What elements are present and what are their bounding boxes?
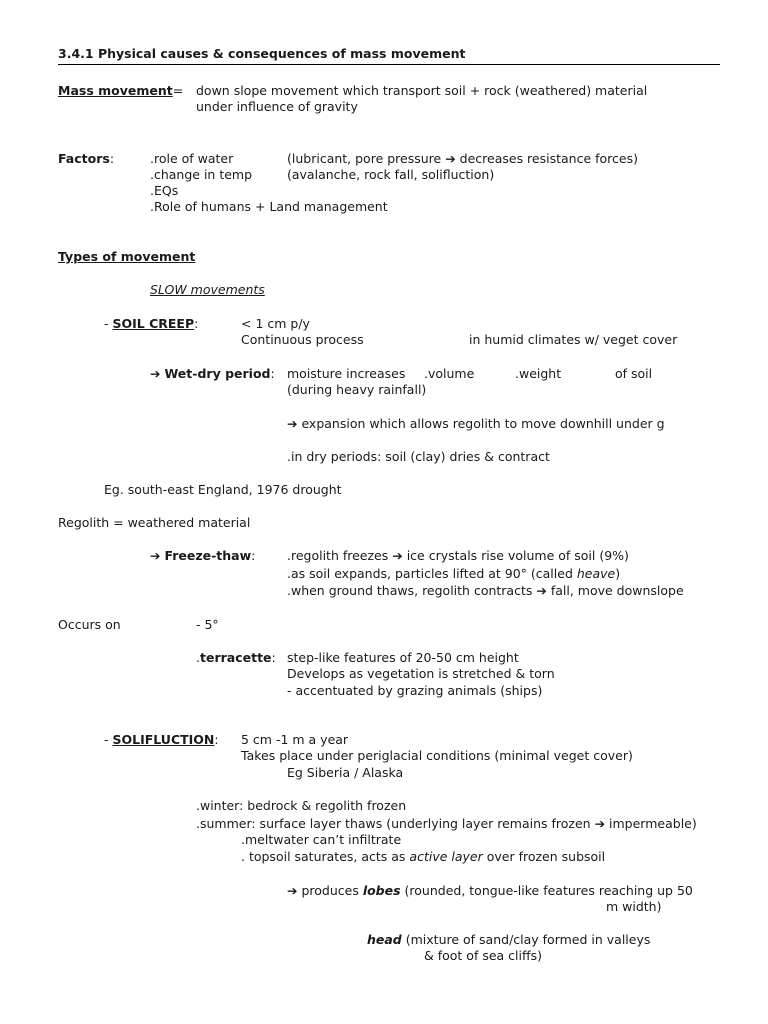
page-title: 3.4.1 Physical causes & consequences of mass movement xyxy=(58,46,466,61)
solifluction-lobes-width: m width) xyxy=(606,899,662,914)
occurs-value: - 5° xyxy=(196,617,219,632)
soil-creep-dash: - xyxy=(104,316,113,331)
solifluction-head xyxy=(367,932,650,948)
solifluction-summer-b: impermeable) xyxy=(605,816,697,831)
wet-dry-label: Wet-dry period xyxy=(164,366,271,381)
occurs-label: Occurs on xyxy=(58,617,121,632)
soil-creep-rate: < 1 cm p/y xyxy=(241,316,310,331)
terracette-line-1: step-like features of 20-50 cm height xyxy=(287,650,519,665)
solifluction-dash: - xyxy=(104,732,113,747)
factor-water-note-a: (lubricant, pore pressure xyxy=(287,151,446,166)
wet-dry-volume: .volume xyxy=(424,366,475,381)
definition-line-2: under influence of gravity xyxy=(196,99,358,114)
factor-temp-note: (avalanche, rock fall, solifluction) xyxy=(287,167,495,182)
arrow-icon: ➔ xyxy=(594,816,606,831)
freeze-thaw-line-2 xyxy=(287,566,620,582)
solifluction-colon: : xyxy=(214,732,219,747)
arrow-icon: ➔ xyxy=(392,548,403,563)
freeze-thaw-label-line xyxy=(150,548,255,564)
terracette-label-line xyxy=(196,650,276,666)
wet-dry-colon: : xyxy=(270,366,275,381)
solifluction-lobes xyxy=(287,883,693,899)
wet-dry-of-soil: of soil xyxy=(615,366,653,381)
factor-water-note xyxy=(287,151,638,167)
definition-term-line xyxy=(58,83,183,99)
solifluction-label-line xyxy=(104,732,219,748)
solifluction-lobes-term: lobes xyxy=(362,883,401,898)
arrow-icon: ➔ xyxy=(150,548,161,563)
soil-creep-colon: : xyxy=(194,316,199,331)
soil-creep-label-line xyxy=(104,316,198,332)
soil-creep-climate: in humid climates w/ veget cover xyxy=(469,332,678,347)
solifluction-example: Eg Siberia / Alaska xyxy=(287,765,404,780)
freeze-thaw-l3a: .when ground thaws, regolith contracts xyxy=(287,583,537,598)
wet-dry-rainfall: (during heavy rainfall) xyxy=(287,382,427,397)
solifluction-summer xyxy=(196,816,697,832)
wet-dry-weight: .weight xyxy=(515,366,562,381)
freeze-thaw-l1a: .regolith freezes xyxy=(287,548,393,563)
definition-term: Mass movement xyxy=(58,83,173,98)
solifluction-summer-a: .summer: surface layer thaws (underlying layer remains frozen xyxy=(196,816,595,831)
factor-item-eqs: .EQs xyxy=(150,183,179,198)
example-drought: Eg. south-east England, 1976 drought xyxy=(104,482,342,497)
freeze-thaw-l1b: ice crystals rise volume of soil (9%) xyxy=(402,548,629,563)
freeze-thaw-colon: : xyxy=(251,548,256,563)
soil-creep-process: Continuous process xyxy=(241,332,364,347)
definition-equals: = xyxy=(172,83,184,98)
arrow-icon: ➔ xyxy=(445,151,456,166)
factors-label: Factors xyxy=(58,151,110,166)
definition-line-1: down slope movement which transport soil + rock (weathered) material xyxy=(196,83,648,98)
factors-label-line xyxy=(58,151,114,167)
solifluction-conditions: Takes place under periglacial conditions (minimal veget cover) xyxy=(241,748,633,763)
freeze-thaw-label: Freeze-thaw xyxy=(164,548,252,563)
solifluction-lobes-b: (rounded, tongue-like features reaching up 50 xyxy=(400,883,693,898)
solifluction-topsoil-a: . topsoil saturates, acts as xyxy=(241,849,410,864)
types-heading: Types of movement xyxy=(58,249,196,264)
wet-dry-expansion-text: expansion which allows regolith to move downhill under g xyxy=(297,416,665,431)
freeze-thaw-heave: heave xyxy=(576,566,616,581)
arrow-icon: ➔ xyxy=(287,883,298,898)
terracette-dot: . xyxy=(196,650,200,665)
factor-item-humans: .Role of humans + Land management xyxy=(150,199,388,214)
wet-dry-expansion xyxy=(287,416,665,432)
freeze-thaw-l2a: .as soil expands, particles lifted at 90° (called xyxy=(287,566,577,581)
freeze-thaw-line-1 xyxy=(287,548,629,564)
wet-dry-label-line xyxy=(150,366,275,382)
freeze-thaw-l2b: ) xyxy=(615,566,621,581)
solifluction-winter: .winter: bedrock & regolith frozen xyxy=(196,798,407,813)
solifluction-active-layer: active layer xyxy=(409,849,483,864)
solifluction-head-line-2: & foot of sea cliffs) xyxy=(424,948,542,963)
arrow-icon: ➔ xyxy=(536,583,547,598)
wet-dry-moisture: moisture increases xyxy=(287,366,406,381)
freeze-thaw-line-3 xyxy=(287,583,684,599)
soil-creep-label: SOIL CREEP xyxy=(112,316,195,331)
title-divider xyxy=(58,64,720,65)
factor-item-water: .role of water xyxy=(150,151,234,166)
factors-colon: : xyxy=(109,151,115,166)
solifluction-lobes-a: produces xyxy=(297,883,363,898)
solifluction-topsoil xyxy=(241,849,605,865)
arrow-icon: ➔ xyxy=(287,416,298,431)
solifluction-label: SOLIFLUCTION xyxy=(112,732,215,747)
arrow-icon: ➔ xyxy=(150,366,161,381)
wet-dry-dry-periods: .in dry periods: soil (clay) dries & contract xyxy=(287,449,550,464)
slow-heading: SLOW movements xyxy=(150,282,265,297)
solifluction-head-term: head xyxy=(367,932,402,947)
factor-item-temp: .change in temp xyxy=(150,167,253,182)
freeze-thaw-l3b: fall, move downslope xyxy=(546,583,684,598)
regolith-definition: Regolith = weathered material xyxy=(58,515,251,530)
solifluction-rate: 5 cm -1 m a year xyxy=(241,732,349,747)
terracette-colon: : xyxy=(271,650,276,665)
solifluction-topsoil-b: over frozen subsoil xyxy=(482,849,606,864)
solifluction-meltwater: .meltwater can’t infiltrate xyxy=(241,832,402,847)
solifluction-head-a: (mixture of sand/clay formed in valleys xyxy=(401,932,651,947)
factor-water-note-b: decreases resistance forces) xyxy=(455,151,638,166)
terracette-label: terracette xyxy=(199,650,272,665)
terracette-line-3: - accentuated by grazing animals (ships) xyxy=(287,683,543,698)
terracette-line-2: Develops as vegetation is stretched & torn xyxy=(287,666,555,681)
